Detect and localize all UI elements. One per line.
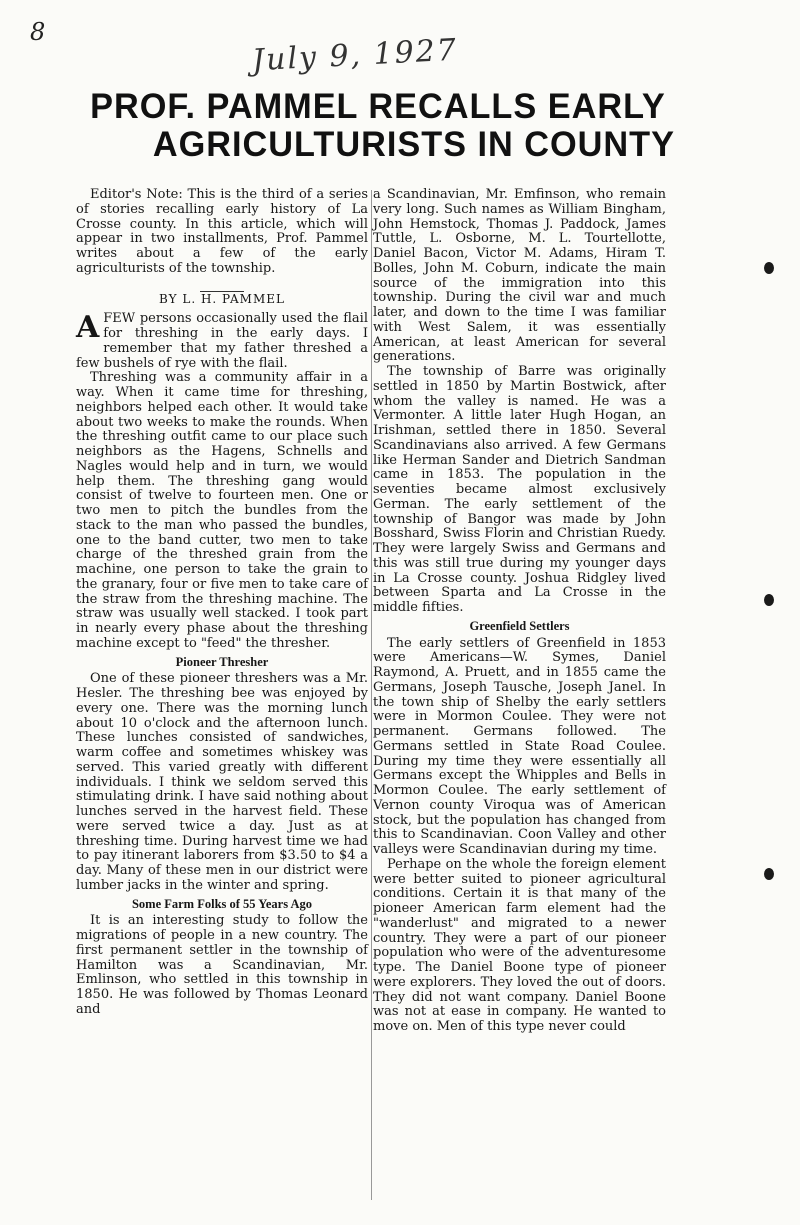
paragraph: It is an interesting study to follow the migrations of people in a new country. The first permanent settler in the township of Hamilton was a Scandinavian, Mr. Emlinson, who settled in this township in 1850. He was followed by Thomas Leonard and: [76, 913, 368, 1017]
paragraph-text: FEW persons occasionally used the flail for threshing in the early days. I remember that my father threshed a few bushels of rye with the flail.: [76, 311, 368, 371]
page-number: 8: [30, 18, 46, 46]
paragraph: One of these pioneer threshers was a Mr. Hesler. The threshing bee was enjoyed by every one. There was the morning lunch about 10 o'clock and the afternoon lunch. These lunches consisted of sandwiches, warm coffee and sometimes whiskey was served. This varied greatly with different individuals. I think we seldom served this stimulating drink. I have said nothing about lunches served in the harvest field. These were served twice a day. Just as at threshing time. During harvest time we had to pay itinerant laborers from $3.50 to $4 a day. Many of these men in our district were lumber jacks in the winter and spring.: [76, 671, 368, 893]
headline: [76, 88, 703, 164]
paragraph: [76, 312, 368, 371]
byline-text: BY L. H. PAMMEL: [159, 291, 285, 306]
punch-hole-mark: [764, 868, 774, 880]
headline-line-2: AGRICULTURISTS IN COUNTY: [152, 125, 675, 164]
subhead-greenfield-settlers: Greenfield Settlers: [469, 618, 570, 633]
left-column: [76, 188, 368, 1018]
editors-note: Editor's Note: This is the third of a series of stories recalling early history of La Crosse county. In this article, which will appear in two installments, Prof. Pammel writes about a few of the early agriculturists of the township.: [76, 187, 368, 276]
paragraph: Threshing was a community affair in a way. When it came time for threshing, neighbors helped each other. It would take about two weeks to make the rounds. When the threshing outfit came to our place such neighbors as the Hagens, Schnells and Nagles would help and in turn, we would help them. The threshing gang would consist of twelve to fourteen men. One or two men to pitch the bundles from the stack to the man who passed the bundles, one to the band cutter, two men to take charge of the threshed grain from the machine, one person to take the grain to the granary, four or five men to take care of the straw from the threshing machine. The straw was usually well stacked. I took part in nearly every phase about the threshing machine except to "feed" the thresher.: [76, 370, 368, 651]
subhead-farm-folks: Some Farm Folks of 55 Years Ago: [131, 896, 313, 911]
byline: [76, 285, 368, 307]
handwritten-date: July 9, 1927: [251, 32, 459, 79]
punch-hole-mark: [764, 262, 774, 274]
column-divider: [371, 190, 372, 1200]
punch-hole-mark: [764, 594, 774, 606]
paragraph: The township of Barre was originally settled in 1850 by Martin Bostwick, after whom the valley is named. He was a Vermonter. A little later Hugh Hogan, an Irishman, settled there in 1850. Several Scandinavians also arrived. A few Germans like Herman Sander and Dietrich Sandman came in 1853. The population in the seventies became almost exclusively German. The early settlement of the township of Bangor was made by John Bosshard, Swiss Florin and Christian Ruedy. They were largely Swiss and Germans and this was still true during my younger days in La Crosse county. Joshua Ridgley lived between Sparta and La Crosse in the middle fifties.: [373, 364, 666, 615]
right-column: [373, 188, 666, 1035]
subhead-pioneer-thresher: Pioneer Thresher: [175, 654, 269, 669]
paragraph: Perhape on the whole the foreign element were better suited to pioneer agricultural conditions. Certain it is that many of the pioneer American farm element had the "wanderlust" and migrated to a newer country. They were a part of our pioneer population who were of the adventuresome type. The Daniel Boone type of pioneer were explorers. They loved the out of doors. They did not want company. Daniel Boone was not at ease in company. He wanted to move on. Men of this type never could: [373, 856, 666, 1034]
paragraph: a Scandinavian, Mr. Emfinson, who remain very long. Such names as William Bingham, John Hemstock, Thomas J. Paddock, James Tuttle, L. Osborne, M. L. Tourtellotte, Daniel Bacon, Victor M. Adams, Hiram T. Bolles, John M. Coburn, indicate the main source of the immigration into this township. During the civil war and much later, and down to the time I was familiar with West Salem, it was essentially American, at least American for several generations.: [373, 187, 666, 365]
paragraph: The early settlers of Greenfield in 1853 were Americans—W. Symes, Daniel Raymond, A. Pruett, and in 1855 came the Germans, Joseph Tausche, Joseph Janel. In the town ship of Shelby the early settlers were in Mormon Coulee. They were not permanent. Germans followed. The Germans settled in State Road Coulee. During my time they were essentially all Germans except the Whipples and Bells in Mormon Coulee. The early settlement of Vernon county Viroqua was of American stock, but the population has changed from this to Scandinavian. Coon Valley and other valleys were Scandinavian during my time.: [373, 635, 666, 857]
headline-line-1: PROF. PAMMEL RECALLS EARLY: [90, 87, 666, 126]
drop-cap: A: [76, 310, 100, 346]
